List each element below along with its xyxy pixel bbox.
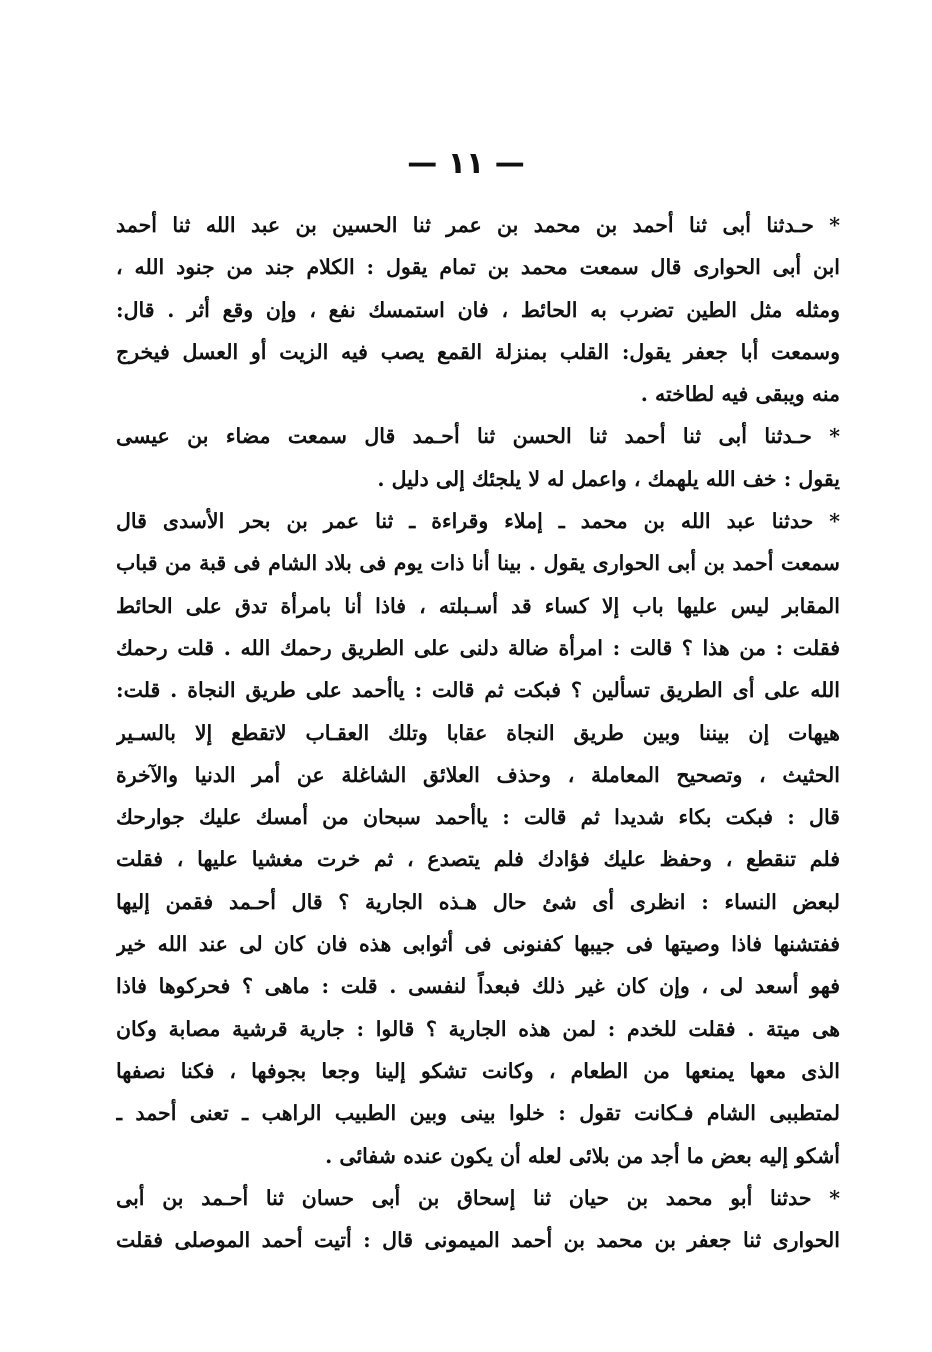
text-line: منه ويبقى فيه لطاخته .	[640, 382, 840, 407]
text-line: الذى معها يمنعها من الطعام ، وكانت تشكو إلينا وجعا بجوفها ، فكنا نصفها	[116, 1058, 840, 1083]
text-line: ابن أبى الحوارى قال سمعت محمد بن تمام يقول : الكلام جند من جنود الله ،	[116, 255, 840, 280]
text-line: أشكو إليه بعض ما أجد من بلائى لعله أن يكون عنده شفائى .	[325, 1143, 840, 1168]
text-line: فهو أسعد لى ، وإن كان غير ذلك فبعداً لنفسى . قلت : ماهى ؟ فحركوها فاذا	[116, 974, 840, 999]
body-text	[116, 204, 840, 1261]
text-line: لبعض النساء : انظرى أى شئ حال هـذه الجارية ؟ قال أحـمد فقمن إليها	[116, 889, 840, 914]
text-line: الحثيث ، وتصحيح المعاملة ، وحذف العلائق الشاغلة عن أمر الدنيا والآخرة	[116, 762, 840, 787]
text-line: * حـدثنا أبى ثنا أحمد ثنا الحسن ثنا أحـمد قال سمعت مضاء بن عيسى	[116, 424, 840, 449]
text-line: قال : فبكت بكاء شديدا ثم قالت : ياأحمد سبحان من أمسك عليك جوارحك	[116, 805, 840, 830]
text-line: لمتطببى الشام فـكانت تقول : خلوا بينى وبين الطبيب الراهب ـ تعنى أحمد ـ	[116, 1101, 840, 1126]
text-line: * حـدثنا أبى ثنا أحمد بن محمد بن عمر ثنا الحسين بن عبد الله ثنا أحمد	[116, 213, 840, 237]
text-line: الحوارى ثنا جعفر بن محمد بن أحمد الميمونى قال : أتيت أحمد الموصلى فقلت	[116, 1228, 840, 1253]
text-line: ففتشنها فاذا وصيتها فى جيبها كفنونى فى أثوابى هذه فان كان لى عند الله خير	[116, 932, 840, 957]
text-line: هى ميتة . فقلت للخدم : لمن هذه الجارية ؟ قالوا : جارية قرشية مصابة وكان	[116, 1016, 840, 1041]
text-line: هيهات إن بيننا وبين طريق النجاة عقابا وتلك العقـاب لاتقطع إلا بالسـير	[116, 720, 840, 745]
text-line: فقلت : من هذا ؟ قالت : امرأة ضالة دلنى على الطريق رحمك الله . قلت رحمك	[116, 635, 840, 660]
text-line: فلم تنقطع ، وحفظ عليك فؤادك فلم يتصدع ، ثم خرت مغشيا عليها ، فقلت	[116, 847, 840, 872]
text-line: سمعت أحمد بن أبى الحوارى يقول . بينا أنا ذات يوم فى بلاد الشام فى قبة من قباب	[116, 551, 840, 576]
text-line: ومثله مثل الطين تضرب به الحائط ، فان استمسك نفع ، وإن وقع أثر . قال:	[116, 297, 840, 322]
text-line: * حدثنا أبو محمد بن حيان ثنا إسحاق بن أبى حسان ثنا أحـمد بن أبى	[116, 1185, 840, 1210]
text-line: وسمعت أبا جعفر يقول: القلب بمنزلة القمع يصب فيه الزيت أو العسل فيخرج	[116, 339, 840, 364]
text-line: يقول : خف الله يلهمك ، واعمل له لا يلجئك إلى دليل .	[377, 466, 840, 491]
text-line: الله على أى الطريق تسألين ؟ فبكت ثم قالت : ياأحمد على طريق النجاة . قلت:	[116, 678, 840, 703]
text-line: المقابر ليس عليها باب إلا كساء قد أسـبلته ، فاذا أنا بامرأة تدق على الحائط	[116, 593, 840, 618]
page-number: — ١١ —	[407, 146, 525, 181]
text-line: * حدثنا عبد الله بن محمد ـ إملاء وقراءة ـ ثنا عمر بن بحر الأسدى قال	[116, 509, 840, 534]
